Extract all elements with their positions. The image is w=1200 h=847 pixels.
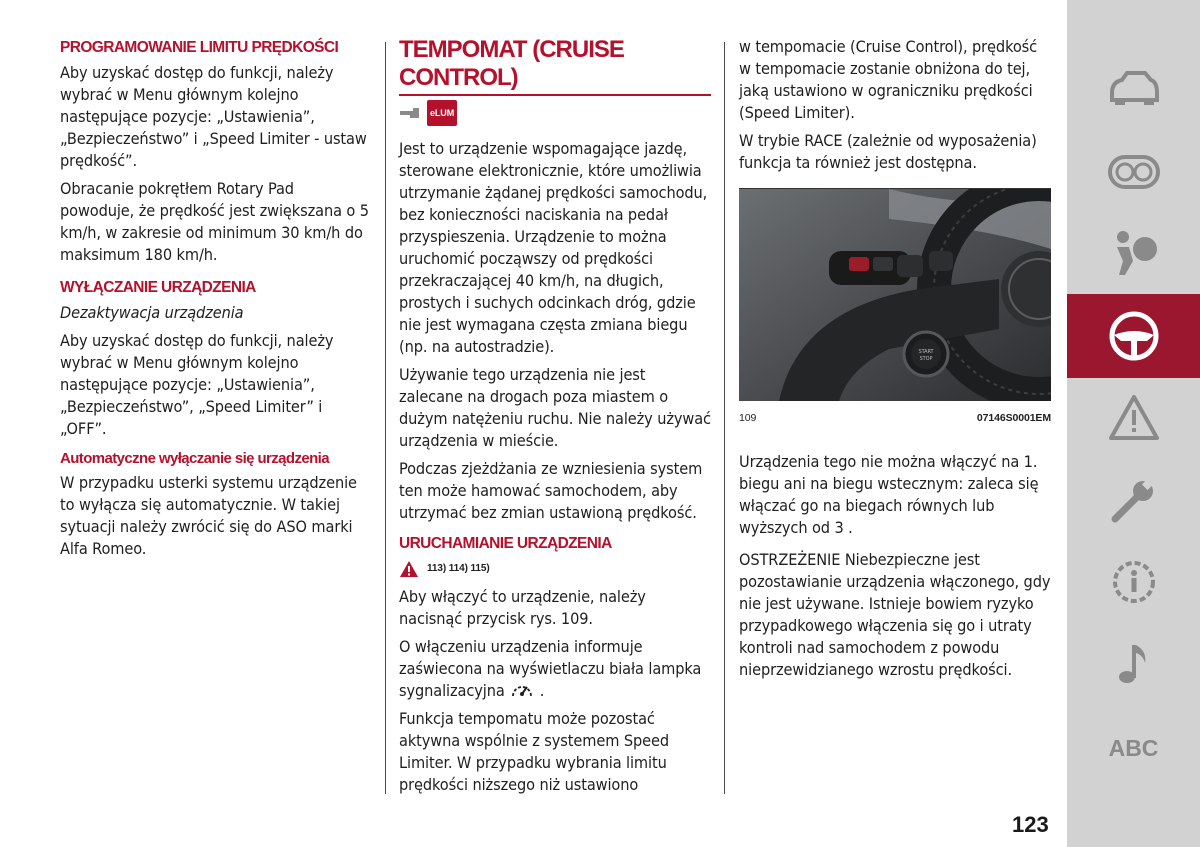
paragraph: w tempomacie (Cruise Control), prędkość w tempomacie zostanie obniżona do tej, jaką ustawiono w ograniczniku prędkości (Speed Limiter). xyxy=(739,37,1038,122)
elum-marker xyxy=(399,102,711,124)
warning-references xyxy=(399,558,711,580)
column-divider xyxy=(724,42,725,794)
page-number: 123 xyxy=(1012,812,1049,837)
pointing-hand-icon xyxy=(399,105,423,121)
steering-wheel-photo xyxy=(739,188,1051,401)
sidebar-item-dashboard[interactable] xyxy=(1067,130,1200,214)
chapter-sidebar xyxy=(1067,0,1200,847)
column-3 xyxy=(739,36,1051,687)
subheading: Dezaktywacja urządzenia xyxy=(60,303,244,322)
figure-caption xyxy=(739,407,1051,429)
sidebar-item-warning[interactable] xyxy=(1067,376,1200,460)
paragraph: Aby uzyskać dostęp do funkcji, należy wybrać w Menu głównym kolejno następujące pozycje: „Ustawienia”, „Bezpieczeństwo” i „Speed Limiter - ustaw prędkość”. xyxy=(60,63,367,170)
start-stop-label: START xyxy=(918,349,934,355)
column-1 xyxy=(60,36,372,566)
paragraph: Jest to urządzenie wspomagające jazdę, sterowane elektronicznie, które umożliwia utrzymanie żądanej prędkości samochodu, bez konieczności naciskania na pedał przyspieszenia. Urządzenie to można uruchomić począwszy od prędkości przekraczającej 40 km/h, na długich, prostych i suchych odcinkach dróg, gdzie nie jest wymagana częsta zmiana biegu (np. na autostradzie). xyxy=(399,139,708,356)
warning-triangle-icon xyxy=(399,560,419,578)
paragraph: Urządzenia tego nie można włączyć na 1. biegu ani na biegu wstecznym: zaleca się włączać go na biegach równych lub wyższych od 3 . xyxy=(739,452,1039,537)
figure-number: 109 xyxy=(739,412,757,424)
chapter-title: TEMPOMAT (CRUISE CONTROL) xyxy=(399,36,711,96)
paragraph: W przypadku usterki systemu urządzenie to wyłącza się automatycznie. W takiej sytuacji należy zwrócić się do ASO marki Alfa Romeo. xyxy=(60,473,357,558)
sidebar-item-info[interactable] xyxy=(1067,540,1200,624)
column-divider xyxy=(385,42,386,794)
sidebar-item-steering[interactable] xyxy=(1067,294,1200,378)
paragraph: W trybie RACE (zależnie od wyposażenia) funkcja ta również jest dostępna. xyxy=(739,131,1037,172)
section-heading: URUCHAMIANIE URZĄDZENIA xyxy=(399,535,612,552)
sidebar-item-maintenance[interactable] xyxy=(1067,458,1200,542)
sidebar-item-multimedia[interactable] xyxy=(1067,622,1200,706)
abc-label: ABC xyxy=(1108,734,1159,761)
steering-wheel-icon xyxy=(1107,309,1161,363)
figure-code: 07146S0001EM xyxy=(976,412,1051,424)
sidebar-item-airbag[interactable] xyxy=(1067,210,1200,294)
paragraph: Aby uzyskać dostęp do funkcji, należy wybrać w Menu głównym kolejno następujące pozycje: „Ustawienia”, „Bezpieczeństwo”, „Speed Limiter” i „OFF”. xyxy=(60,331,334,438)
paragraph-text: . xyxy=(539,681,545,700)
music-icon xyxy=(1107,637,1161,691)
section-heading: WYŁĄCZANIE URZĄDZENIA xyxy=(60,279,256,296)
elum-badge: eLUM xyxy=(427,100,457,126)
subsection-heading: Automatyczne wyłączanie się urządzenia xyxy=(60,450,329,467)
paragraph: Używanie tego urządzenia nie jest zalecane na drogach poza miastem o dużym natężeniu ruchu. Nie należy używać urządzenia w mieście. xyxy=(399,365,711,450)
paragraph: Funkcja tempomatu może pozostać aktywna wspólnie z systemem Speed Limiter. W przypadku wybrania limitu prędkości niższego niż ustawiono xyxy=(399,709,669,794)
warning-paragraph: OSTRZEŻENIE Niebezpieczne jest pozostawianie urządzenia włączonego, gdy nie jest używane. Istnieje bowiem ryzyko przypadkowego włączenia się go i utraty kontroli nad samochodem z powodu nieprzewidzianego wzrostu prędkości. xyxy=(739,550,1051,679)
airbag-icon xyxy=(1107,227,1161,277)
paragraph: Obracanie pokrętłem Rotary Pad powoduje, że prędkość jest zwiększana o 5 km/h, w zakresie od minimum 30 km/h do maksimum 180 km/h. xyxy=(60,179,369,264)
paragraph: Podczas zjeżdżania ze wzniesienia system ten może hamować samochodem, aby utrzymać bez zmian ustawioną prędkość. xyxy=(399,459,703,522)
dashboard-icon xyxy=(1107,152,1161,192)
section-heading: PROGRAMOWANIE LIMITU PRĘDKOŚCI xyxy=(60,39,339,56)
reference-numbers: 113) 114) 115) xyxy=(427,563,490,574)
sidebar-item-car[interactable] xyxy=(1067,46,1200,130)
paragraph xyxy=(399,636,711,702)
sidebar-item-index[interactable] xyxy=(1067,706,1200,790)
cruise-control-indicator-icon xyxy=(509,680,535,700)
paragraph: Aby włączyć to urządzenie, należy nacisnąć przycisk rys. 109. xyxy=(399,587,646,628)
car-icon xyxy=(1107,68,1161,108)
wrench-icon xyxy=(1107,473,1161,527)
info-icon xyxy=(1107,555,1161,609)
steering-wheel-image xyxy=(739,189,1051,401)
column-2 xyxy=(399,36,711,802)
svg-text:STOP: STOP xyxy=(919,356,933,362)
paragraph-text: O włączeniu urządzenia informuje zaświecona na wyświetlaczu biała lampka sygnalizacyjna xyxy=(399,637,702,700)
warning-icon xyxy=(1107,393,1161,443)
